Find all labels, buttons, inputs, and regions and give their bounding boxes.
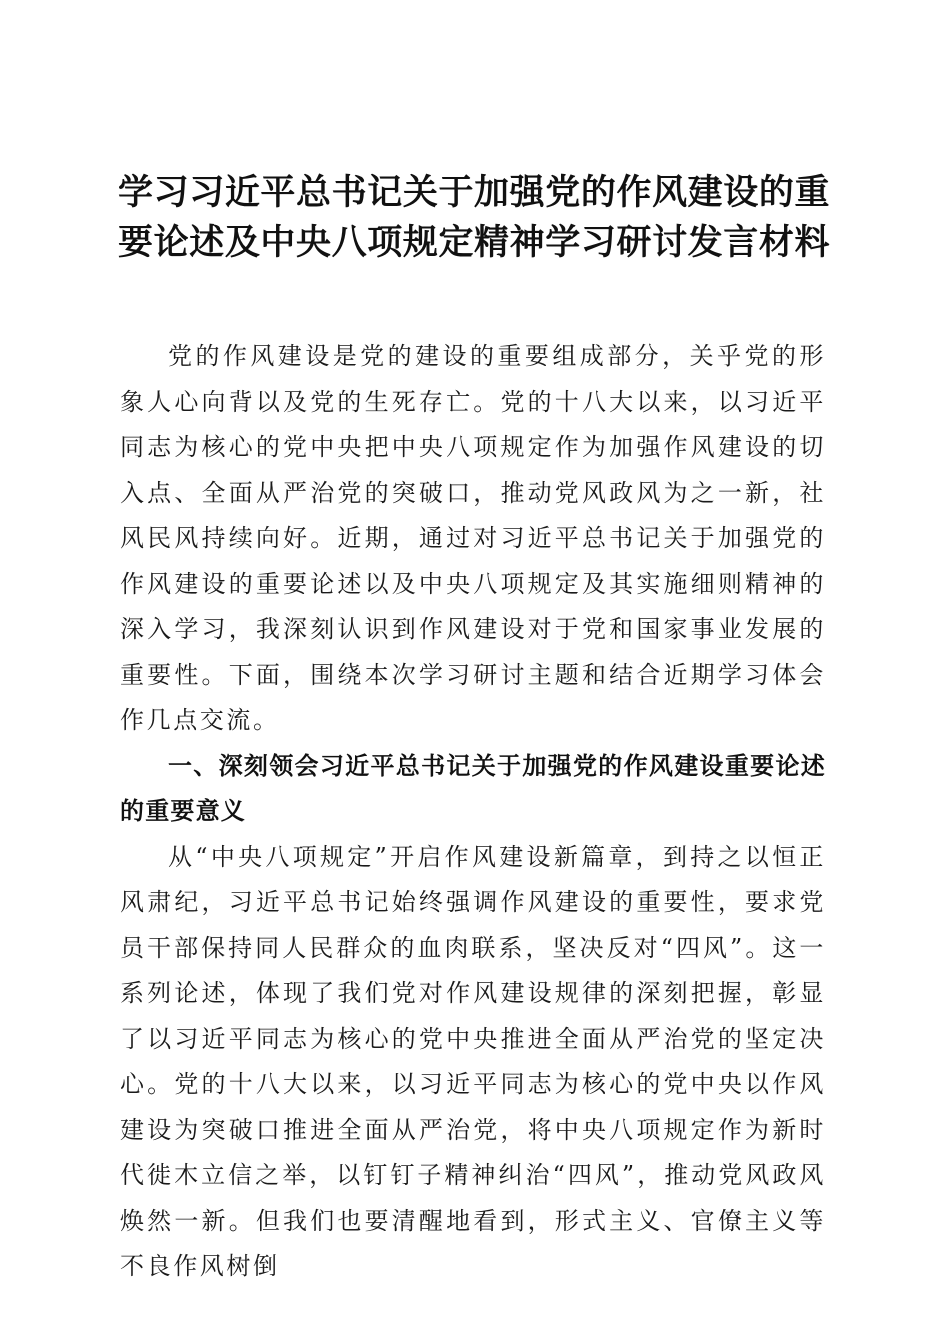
title-line-1: 学习习近平总书记关于加强党的作风建设的重: [118, 172, 830, 213]
section-1-paragraph: 从“中央八项规定”开启作风建设新篇章，到持之以恒正风肃纪，习近平总书记始终强调作风建设的重要性，要求党员干部保持同人民群众的血肉联系，坚决反对“四风”。这一系列论述，体现了我们党对作风建设规律的深刻把握，彰显了以习近平同志为核心的党中央推进全面从严治党的坚定决心。党的十八大以来，以习近平同志为核心的党中央以作风建设为突破口推进全面从严治党，将中央八项规定作为新时代徙木立信之举，以钉钉子精神纠治“四风”，推动党风政风焕然一新。但我们也要清醒地看到，形式主义、官僚主义等不良作风树倒: [120, 842, 826, 1280]
title-line-2: 要论述及中央八项规定精神学习研讨发言材料: [118, 222, 830, 263]
document-title: [118, 168, 830, 268]
document-body: [120, 334, 826, 1290]
section-heading-1: 一、深刻领会习近平总书记关于加强党的作风建设重要论述的重要意义: [120, 751, 826, 825]
intro-paragraph: 党的作风建设是党的建设的重要组成部分，关乎党的形象人心向背以及党的生死存亡。党的十八大以来，以习近平同志为核心的党中央把中央八项规定作为加强作风建设的切入点、全面从严治党的突破口，推动党风政风为之一新，社风民风持续向好。近期，通过对习近平总书记关于加强党的作风建设的重要论述以及中央八项规定及其实施细则精神的深入学习，我深刻认识到作风建设对于党和国家事业发展的重要性。下面，围绕本次学习研讨主题和结合近期学习体会作几点交流。: [120, 342, 826, 734]
